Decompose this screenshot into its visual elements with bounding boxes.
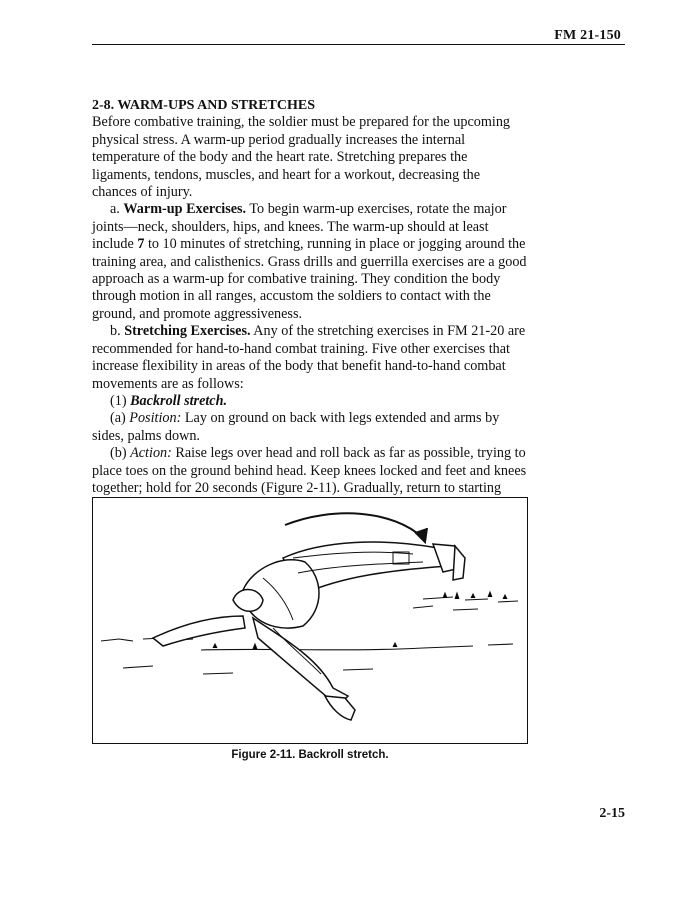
backroll-stretch-illustration <box>93 498 527 743</box>
header-doc-id: FM 21-150 <box>554 28 621 43</box>
paragraph-b-lead: b. <box>110 323 125 340</box>
section-title: 2-8. WARM-UPS AND STRETCHES <box>92 98 315 113</box>
exercise-action-text: Raise legs over head and roll back as far as possible, trying to place toes on the ground behind head. Keep knees locked and feet and knees together; hold for 20 seconds (Figure 2-11). Gradually, return to starting <box>92 445 527 496</box>
paragraph-b <box>92 323 528 393</box>
exercise-position-term: Position: <box>129 410 182 427</box>
exercise-action-label: (b) <box>110 445 131 462</box>
paragraph-b-heading: Stretching Exercises. <box>124 323 251 340</box>
exercise-position <box>92 410 528 445</box>
paragraph-a-lead: a. <box>110 201 124 218</box>
paragraph-a-text-1: To begin warm-up exercises, rotate the major joints—neck, shoulders, hips, and knees. The warm-up should at least include <box>92 201 507 253</box>
figure-caption: Figure 2-11. Backroll stretch. <box>231 749 389 761</box>
exercise-number: (1) <box>110 392 131 409</box>
exercise-name: Backroll stretch. <box>130 392 228 409</box>
paragraph-b-text: Any of the stretching exercises in FM 21-20 are recommended for hand-to-hand combat training. Five other exercises that increase flexibility in areas of the body that benefit hand-to-hand combat movements are as follows: <box>92 323 526 392</box>
figure-box <box>92 497 528 744</box>
paragraph-a-text-2: to 10 minutes of stretching, running in place or jogging around the training area, and calisthenics. Grass drills and guerrilla exercises are a good approach as a warm-up for combative training. They condition the body through motion in all ranges, accustom the soldiers to contact with the ground, and promote aggressiveness. <box>92 236 527 322</box>
paragraph-a-emphasis: 7 <box>137 236 145 253</box>
body-text <box>92 97 528 515</box>
exercise-position-label: (a) <box>110 410 130 427</box>
intro-paragraph: Before combative training, the soldier must be prepared for the upcoming physical stress. A warm-up period gradually increases the internal temperature of the body and the heart rate. Stretching prepares the ligaments, tendons, muscles, and heart for a workout, decreasing the chances of injury. <box>92 114 511 201</box>
exercise-title <box>92 393 528 410</box>
soldier-figure <box>153 542 465 720</box>
paragraph-a-heading: Warm-up Exercises. <box>123 201 247 218</box>
exercise-position-text: Lay on ground on back with legs extended and arms by sides, palms down. <box>92 410 500 444</box>
exercise-action-term: Action: <box>130 445 172 462</box>
page-number: 2-15 <box>599 806 625 821</box>
paragraph-a <box>92 201 528 323</box>
motion-arrow <box>285 513 427 542</box>
header-rule <box>92 44 625 45</box>
